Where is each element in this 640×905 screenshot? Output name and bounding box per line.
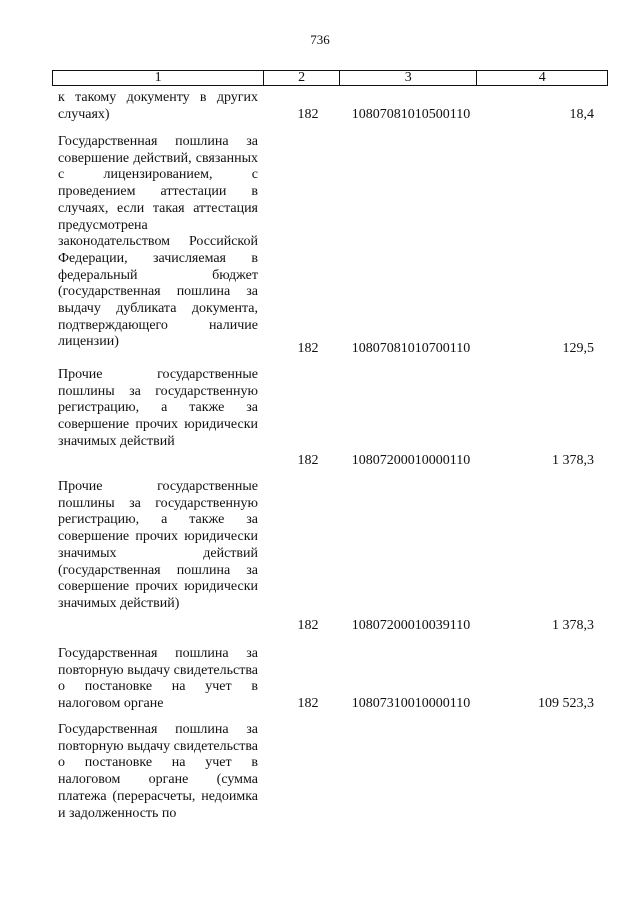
column-header-3: 3 — [340, 71, 478, 85]
row-description: к такому документу в других случаях) — [58, 90, 258, 122]
row-amount: 129,5 — [562, 341, 594, 356]
row-description: Государственная пошлина за повторную выдачу свидетельства о постановке на учет в налоговом органе (сумма платежа (перерасчеты, недоимка и задолженность по — [58, 722, 258, 821]
row-admin-code: 182 — [297, 107, 319, 122]
row-budget-code: 10807310010000110 — [351, 696, 471, 711]
row-description: Прочие государственные пошлины за государственную регистрацию, а также за совершение прочих юридически значимых действий — [58, 367, 258, 449]
column-header-1: 1 — [53, 71, 264, 85]
table-header — [52, 70, 608, 86]
row-budget-code: 10807200010039110 — [351, 618, 471, 633]
row-amount: 1 378,3 — [552, 618, 594, 633]
row-amount: 109 523,3 — [538, 696, 594, 711]
row-admin-code: 182 — [297, 341, 319, 356]
row-amount: 18,4 — [569, 107, 594, 122]
row-admin-code: 182 — [297, 696, 319, 711]
row-budget-code: 10807081010500110 — [351, 107, 471, 122]
row-description: Государственная пошлина за повторную выдачу свидетельства о постановке на учет в налоговом органе — [58, 646, 258, 712]
column-header-2: 2 — [264, 71, 340, 85]
row-admin-code: 182 — [297, 453, 319, 468]
row-description: Прочие государственные пошлины за государственную регистрацию, а также за совершение прочих юридически значимых действий (государственная пошлина за совершение прочих юридически значимых действий) — [58, 479, 258, 611]
row-admin-code: 182 — [297, 618, 319, 633]
column-header-4: 4 — [538, 70, 546, 85]
row-description: Государственная пошлина за совершение действий, связанных с лицензированием, с проведением аттестации в случаях, если такая аттестация предусмотрена законодательством Российской Федерации, зачисляемая в федеральный бюджет (государственная пошлина за выдачу дубликата документа, подтверждающего наличие лицензии) — [58, 134, 258, 350]
row-budget-code: 10807200010000110 — [351, 453, 471, 468]
row-amount: 1 378,3 — [552, 453, 594, 468]
page-number: 736 — [310, 32, 330, 47]
row-budget-code: 10807081010700110 — [351, 341, 471, 356]
